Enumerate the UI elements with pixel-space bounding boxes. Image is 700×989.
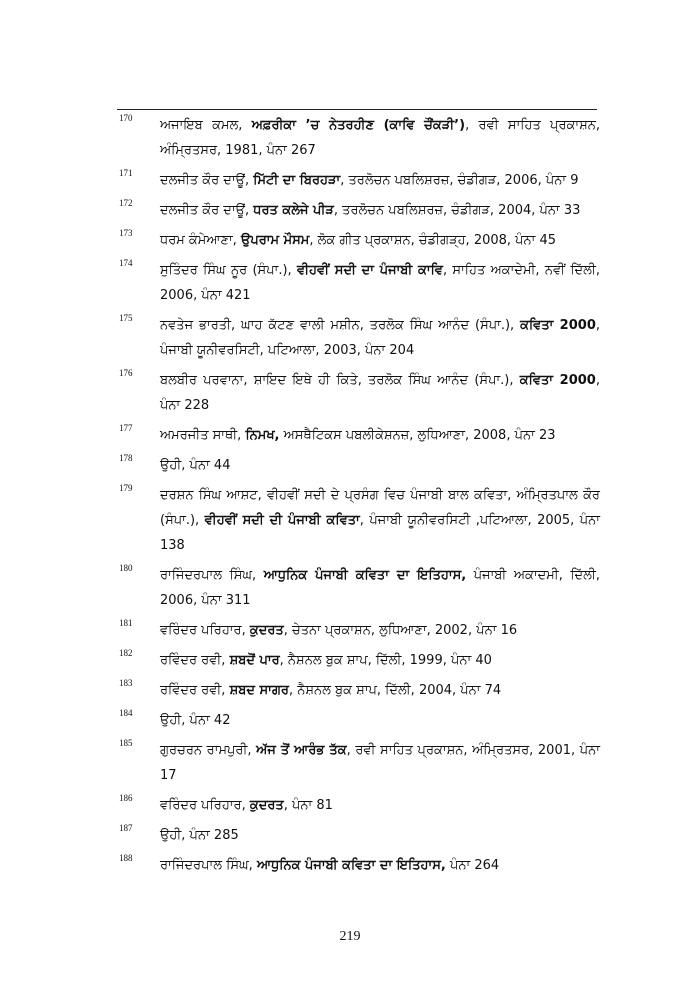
footnote-title: ਮਿੱਟੀ ਦਾ ਬਿਰਹੜਾ [253, 173, 341, 188]
footnote-text: , ਰਵੀ ਸਾਹਿਤ ਪ੍ਰਕਾਸ਼ਨ, ਅੰਮ੍ਰਿਤਸਰ, 1981, ਪੰਨਾ 267 [160, 118, 601, 158]
footnote-title: ਧਰਤ ਕਲੇਜੇ ਪੀੜ [253, 203, 334, 218]
footnote-text: ਅਜਾਇਬ ਕਮਲ, [160, 118, 252, 133]
footnote-181 [117, 618, 600, 643]
footnote-number: 171 [119, 168, 133, 178]
footnote-182 [117, 648, 600, 673]
footnote-title: ਸ਼ਬਦੋਂ ਪਾਰ [229, 653, 280, 668]
footnote-title: ਕੁਦਰਤ [249, 623, 284, 638]
footnote-title: ਅੱਜ ਤੋਂ ਆਰੰਭ ਤੱਕ [256, 743, 347, 758]
footnote-text: ਦਰਸ਼ਨ ਸਿੰਘ ਆਸ਼ਟ, ਵੀਹਵੀਂ ਸਦੀ ਦੇ ਪ੍ਰਸੰਗ ਵਿਚ ਪੰਜਾਬੀ ਬਾਲ ਕਵਿਤਾ, ਅੰਮ੍ਰਿਤਪਾਲ ਕੌਰ (ਸੰਪਾ.), [160, 488, 600, 528]
footnote-text: ਬਲਬੀਰ ਪਰਵਾਨਾ, ਸ਼ਾਇਦ ਇਥੇ ਹੀ ਕਿਤੇ, ਤਰਲੋਕ ਸਿੰਘ ਆਨੰਦ (ਸੰਪਾ.), [160, 373, 520, 388]
footnote-text: ਸੁਤਿੰਦਰ ਸਿੰਘ ਨੂਰ (ਸੰਪਾ.), [160, 263, 297, 278]
footnote-text: , ਰਵੀ ਸਾਹਿਤ ਪ੍ਰਕਾਸ਼ਨ, ਅੰਮ੍ਰਿਤਸਰ, 2001, ਪੰਨਾ 17 [160, 743, 600, 783]
footnote-number: 179 [119, 483, 133, 493]
footnote-176 [117, 368, 600, 418]
footnote-number: 173 [119, 228, 133, 238]
footnote-title: ਸ਼ਬਦ ਸਾਗਰ [229, 683, 289, 698]
footnote-text: , ਪੰਜਾਬੀ ਯੂਨੀਵਰਸਿਟੀ ,ਪਟਿਆਲਾ, 2005, ਪੰਨਾ 138 [160, 513, 600, 553]
footnote-text: ਉਹੀ, ਪੰਨਾ 44 [160, 458, 231, 473]
footnote-text: , ਪੰਨਾ 228 [160, 373, 600, 413]
footnote-text: , ਸਾਹਿਤ ਅਕਾਦੇਮੀ, ਨਵੀਂ ਦਿੱਲੀ, 2006, ਪੰਨਾ 421 [160, 263, 600, 303]
footnote-174 [117, 258, 600, 308]
footnote-text: ਪੰਨਾ 264 [445, 858, 500, 873]
footnote-number: 183 [119, 678, 133, 688]
footnote-180 [117, 563, 600, 613]
footnote-separator [117, 109, 597, 110]
footnote-170 [117, 113, 600, 163]
footnote-179 [117, 483, 600, 558]
footnote-text: ਗੁਰਚਰਨ ਰਾਮਪੁਰੀ, [160, 743, 257, 758]
footnote-text: ਦਲਜੀਤ ਕੌਰ ਦਾਊਂ, [160, 203, 254, 218]
footnote-186 [117, 793, 600, 818]
footnote-number: 181 [119, 618, 133, 628]
footnote-text: , ਤਰਲੋਚਨ ਪਬਲਿਸ਼ਰਜ਼, ਚੰਡੀਗੜ, 2006, ਪੰਨਾ 9 [340, 173, 579, 188]
footnote-text: ਰਾਜਿੰਦਰਪਾਲ ਸਿੰਘ, [160, 568, 264, 583]
footnote-text: , ਚੇਤਨਾ ਪ੍ਰਕਾਸ਼ਨ, ਲੁਧਿਆਣਾ, 2002, ਪੰਨਾ 16 [283, 623, 518, 638]
footnote-text: ਉਹੀ, ਪੰਨਾ 285 [160, 828, 239, 843]
footnote-171 [117, 168, 600, 193]
footnote-number: 172 [119, 198, 133, 208]
footnote-text: ਵਰਿੰਦਰ ਪਰਿਹਾਰ, [160, 798, 250, 813]
footnote-number: 184 [119, 708, 133, 718]
footnote-title: ਆਧੁਨਿਕ ਪੰਜਾਬੀ ਕਵਿਤਾ ਦਾ ਇਤਿਹਾਸ, [256, 858, 446, 873]
footnote-number: 178 [119, 453, 133, 463]
footnote-text: , ਨੈਸ਼ਨਲ ਬੁਕ ਸ਼ਾਪ, ਦਿੱਲੀ, 2004, ਪੰਨਾ 74 [288, 683, 502, 698]
footnote-number: 188 [119, 853, 133, 863]
footnote-text: ਨਵਤੇਜ ਭਾਰਤੀ, ਘਾਹ ਕੱਟਣ ਵਾਲੀ ਮਸ਼ੀਨ, ਤਰਲੋਕ ਸਿੰਘ ਆਨੰਦ (ਸੰਪਾ.), [160, 318, 521, 333]
footnote-number: 185 [119, 738, 133, 748]
footnote-number: 180 [119, 563, 133, 573]
footnote-188 [117, 853, 600, 878]
footnote-number: 186 [119, 793, 133, 803]
footnote-title: ਵੀਹਵੀਂ ਸਦੀ ਦਾ ਪੰਜਾਬੀ ਕਾਵਿ [296, 263, 443, 278]
footnote-185 [117, 738, 600, 788]
footnote-title: ਅਫ਼ਰੀਕਾ ’ਚ ਨੇਤਰਹੀਣ (ਕਾਵਿ ਚੌਂਕੜੀ’) [251, 118, 466, 133]
footnote-text: , ਪੰਜਾਬੀ ਯੂਨੀਵਰਸਿਟੀ, ਪਟਿਆਲਾ, 2003, ਪੰਨਾ 204 [160, 318, 601, 358]
footnote-title: ਕਵਿਤਾ 2000 [520, 318, 596, 333]
footnote-title: ਕੁਦਰਤ [249, 798, 284, 813]
footnote-187 [117, 823, 600, 848]
footnote-text: , ਪੰਨਾ 81 [283, 798, 333, 813]
footnote-number: 187 [119, 823, 133, 833]
footnote-title: ਉਪਰਾਮ ਮੌਸਮ [240, 233, 310, 248]
footnote-text: ਦਲਜੀਤ ਕੌਰ ਦਾਊਂ, [160, 173, 254, 188]
footnotes-list [117, 113, 600, 883]
footnote-number: 177 [119, 423, 133, 433]
footnote-text: , ਲੋਕ ਗੀਤ ਪ੍ਰਕਾਸ਼ਨ, ਚੰਡੀਗੜ੍ਹ, 2008, ਪੰਨਾ 45 [309, 233, 557, 248]
footnote-text: ਰਵਿੰਦਰ ਰਵੀ, [160, 683, 230, 698]
footnote-172 [117, 198, 600, 223]
footnote-number: 182 [119, 648, 133, 658]
footnote-183 [117, 678, 600, 703]
footnote-text: ਧਰਮ ਕੰਮੇਆਣਾ, [160, 233, 241, 248]
footnote-175 [117, 313, 600, 363]
footnote-173 [117, 228, 600, 253]
footnote-title: ਆਧੁਨਿਕ ਪੰਜਾਬੀ ਕਵਿਤਾ ਦਾ ਇਤਿਹਾਸ, [263, 568, 467, 583]
footnote-text: ਅਸਥੈਟਿਕਸ ਪਬਲੀਕੇਸ਼ਨਜ਼, ਲੁਧਿਆਣਾ, 2008, ਪੰਨਾ 23 [279, 428, 556, 443]
footnote-title: ਨਿਮਖ, [245, 428, 280, 443]
footnote-text: ਉਹੀ, ਪੰਨਾ 42 [160, 713, 231, 728]
footnote-text: ਵਰਿੰਦਰ ਪਰਿਹਾਰ, [160, 623, 250, 638]
footnote-text: ਰਵਿੰਦਰ ਰਵੀ, [160, 653, 230, 668]
footnote-number: 174 [119, 258, 133, 268]
footnote-178 [117, 453, 600, 478]
footnote-title: ਵੀਹਵੀਂ ਸਦੀ ਦੀ ਪੰਜਾਬੀ ਕਵਿਤਾ [204, 513, 360, 528]
footnote-number: 176 [119, 368, 133, 378]
footnote-177 [117, 423, 600, 448]
page-number: 219 [339, 929, 361, 944]
footnote-text: ਪੰਜਾਬੀ ਅਕਾਦਮੀ, ਦਿੱਲੀ, 2006, ਪੰਨਾ 311 [160, 568, 600, 608]
footnote-title: ਕਵਿਤਾ 2000 [519, 373, 596, 388]
footnote-number: 175 [119, 313, 133, 323]
footnote-text: ਰਾਜਿੰਦਰਪਾਲ ਸਿੰਘ, [160, 858, 257, 873]
footnote-text: , ਤਰਲੋਚਨ ਪਬਲਿਸ਼ਰਜ਼, ਚੰਡੀਗੜ, 2004, ਪੰਨਾ 33 [333, 203, 581, 218]
footnote-number: 170 [119, 113, 133, 123]
footnote-184 [117, 708, 600, 733]
footnote-text: ਅਮਰਜੀਤ ਸਾਥੀ, [160, 428, 246, 443]
footnote-text: , ਨੈਸ਼ਨਲ ਬੁਕ ਸ਼ਾਪ, ਦਿੱਲੀ, 1999, ਪੰਨਾ 40 [279, 653, 492, 668]
